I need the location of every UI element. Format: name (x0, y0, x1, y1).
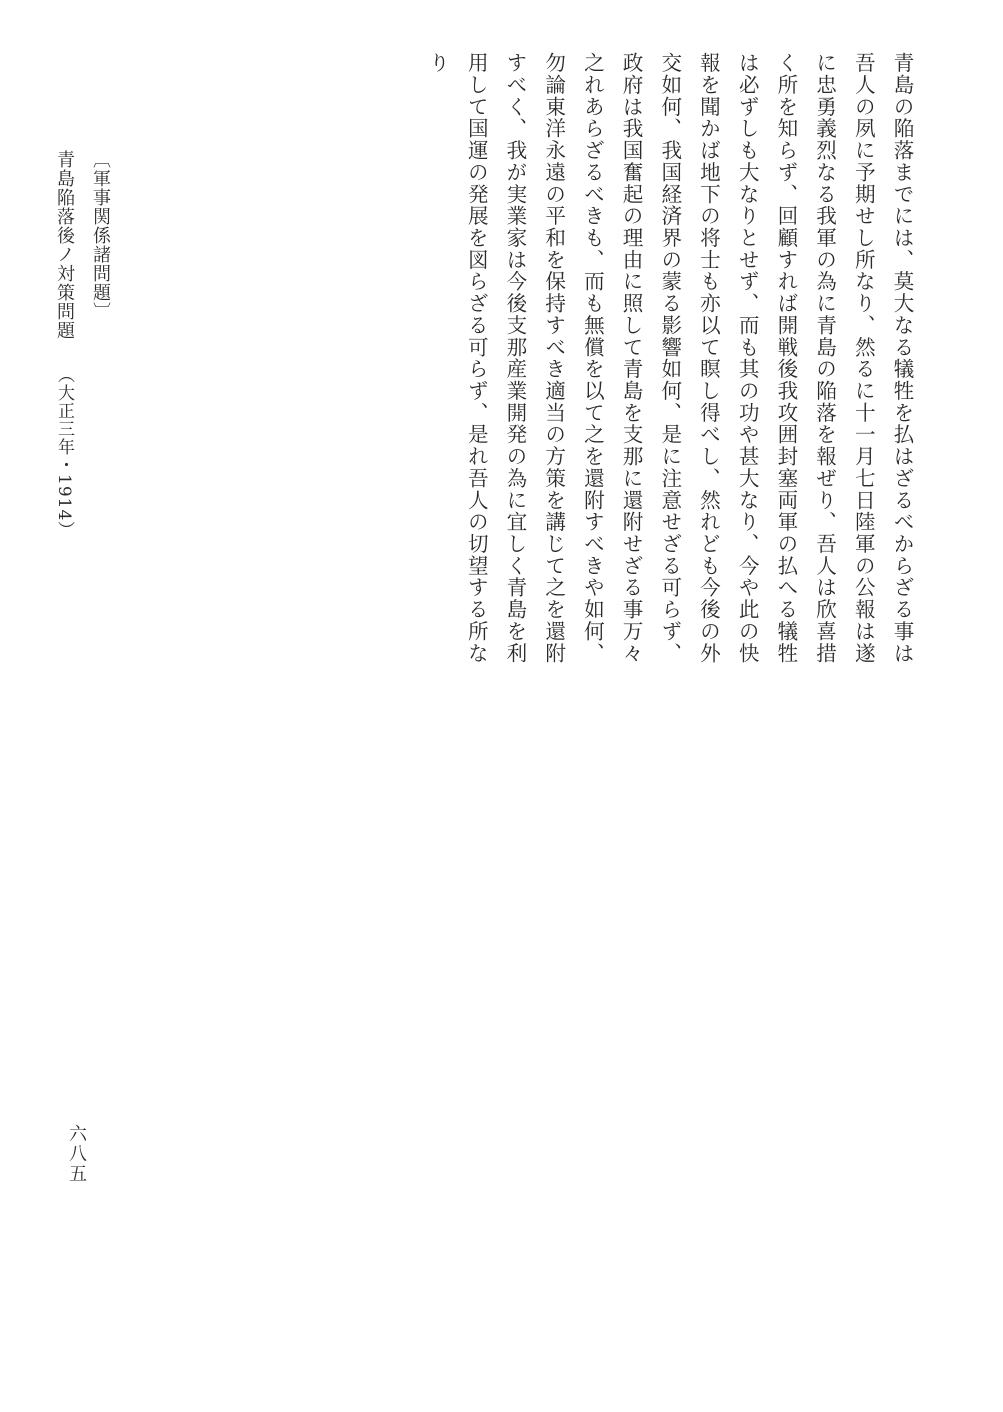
paragraph: 青島の陥落までには、莫大なる犠牲を払はざるべからざる事は吾人の夙に予期せし所なり、然るに十一月七日陸軍の公報は遂に忠勇義烈なる我軍の為に青島の陥落を報ぜり、吾人は欣喜措く所を知らず、回顧すれば開戦後我攻囲封塞両軍の払へる犠牲は必ずしも大なりとせず、而も其の功や甚大なり、今や此の快報を聞かば地下の将士も亦以て瞑し得べし、然れども今後の外交如何、我国経済界の蒙る影響如何、是に注意せざる可らず、政府は我国奮起の理由に照して青島を支那に還附せざる事万々之れあらざるべきも、而も無償を以て之を還附すべきや如何、勿論東洋永遠の平和を保持すべき適当の方策を講じて之を還附すべく、我が実業家は今後支那産業開発の為に宜しく青島を利用して国運の発展を図らざる可らず、是れ吾人の切望する所なり (425, 52, 914, 664)
body-text (418, 52, 921, 664)
article-title-text: 青島陥落後ノ対策問題 (54, 150, 75, 340)
article-date: （大正三年・1914） (54, 366, 74, 540)
running-head (52, 150, 112, 650)
article-heading (52, 150, 76, 650)
article-title (52, 150, 76, 539)
section-heading: 〔軍事関係諸問題〕 (90, 150, 111, 321)
page-number: 六八五 (66, 1124, 87, 1184)
